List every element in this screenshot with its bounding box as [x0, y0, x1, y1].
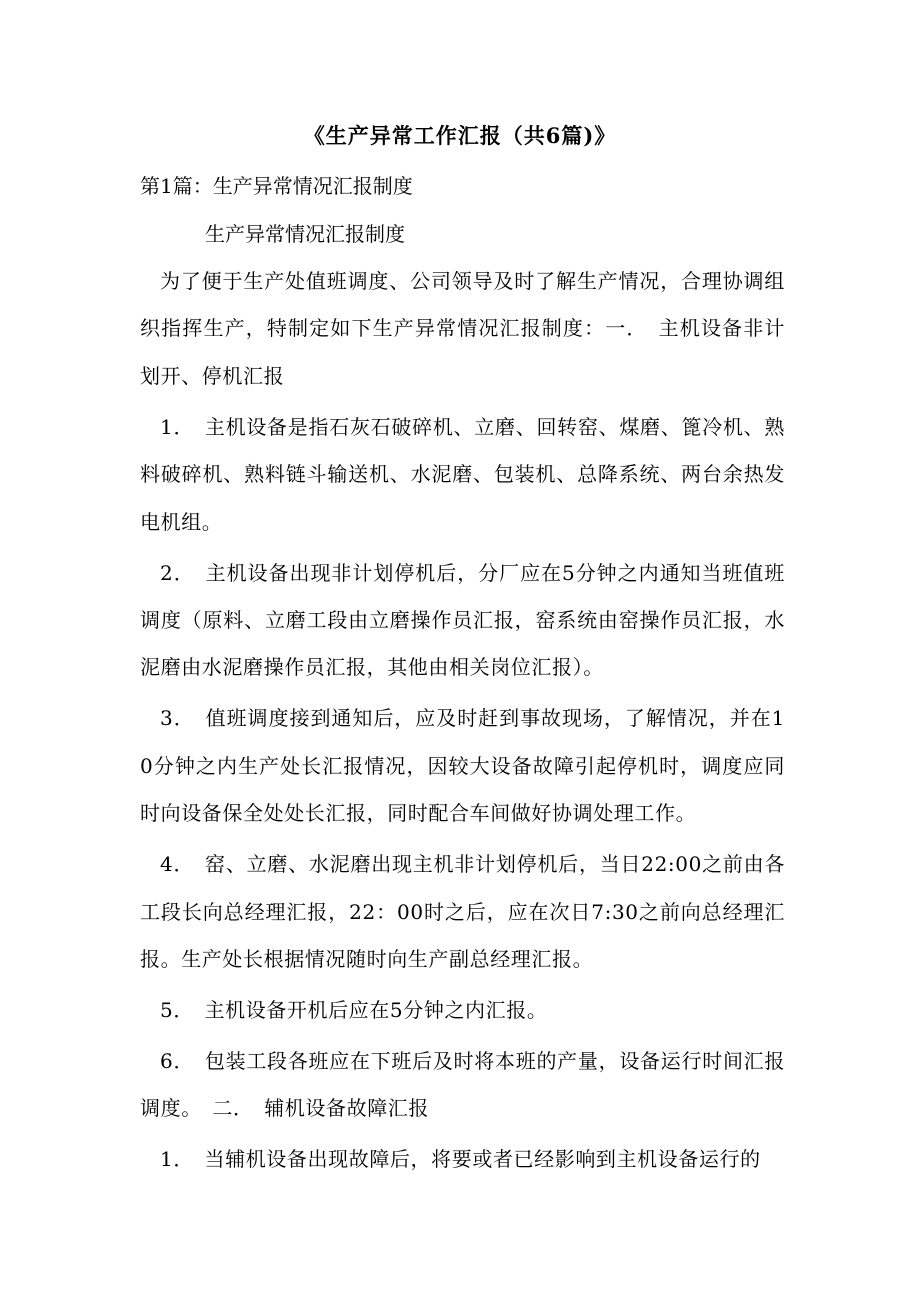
paragraph-item-2: 2． 主机设备出现非计划停机后，分厂应在5分钟之内通知当班值班调度（原料、立磨工段由立磨操作员汇报，窑系统由窑操作员汇报，水泥磨由水泥磨操作员汇报，其他由相关岗位汇报）。 [140, 560, 785, 680]
paragraph-item-1: 1． 主机设备是指石灰石破碎机、立磨、回转窑、煤磨、篦冷机、熟料破碎机、熟料链斗输送机、水泥磨、包装机、总降系统、两台余热发电机组。 [140, 414, 785, 534]
paragraph-intro: 为了便于生产处值班调度、公司领导及时了解生产情况，合理协调组织指挥生产，特制定如下生产异常情况汇报制度：一． 主机设备非计划开、停机汇报 [140, 269, 785, 388]
section-heading: 第1篇：生产异常情况汇报制度 [140, 174, 413, 198]
paragraph-item-3: 3． 值班调度接到通知后，应及时赶到事故现场，了解情况，并在10分钟之内生产处长汇报情况，因较大设备故障引起停机时，调度应同时向设备保全处处长汇报，同时配合车间做好协调处理工作。 [140, 706, 785, 826]
document-title: 《生产异常工作汇报（共6篇)》 [303, 123, 617, 148]
document-body [140, 258, 785, 1187]
paragraph-item-5: 5． 主机设备开机后应在5分钟之内汇报。 [160, 998, 548, 1023]
paragraph-aux-item-1: 1． 当辅机设备出现故障后，将要或者已经影响到主机设备运行的 [160, 1147, 761, 1172]
paragraph-item-6: 6． 包装工段各班应在下班后及时将本班的产量，设备运行时间汇报调度。 二． 辅机设备故障汇报 [140, 1049, 785, 1121]
sub-heading: 生产异常情况汇报制度 [205, 222, 405, 246]
paragraph-item-4: 4． 窑、立磨、水泥磨出现主机非计划停机后，当日22:00之前由各工段长向总经理汇报，22：00时之后，应在次日7:30之前向总经理汇报。生产处长根据情况随时向生产副总经理汇报。 [140, 852, 785, 972]
